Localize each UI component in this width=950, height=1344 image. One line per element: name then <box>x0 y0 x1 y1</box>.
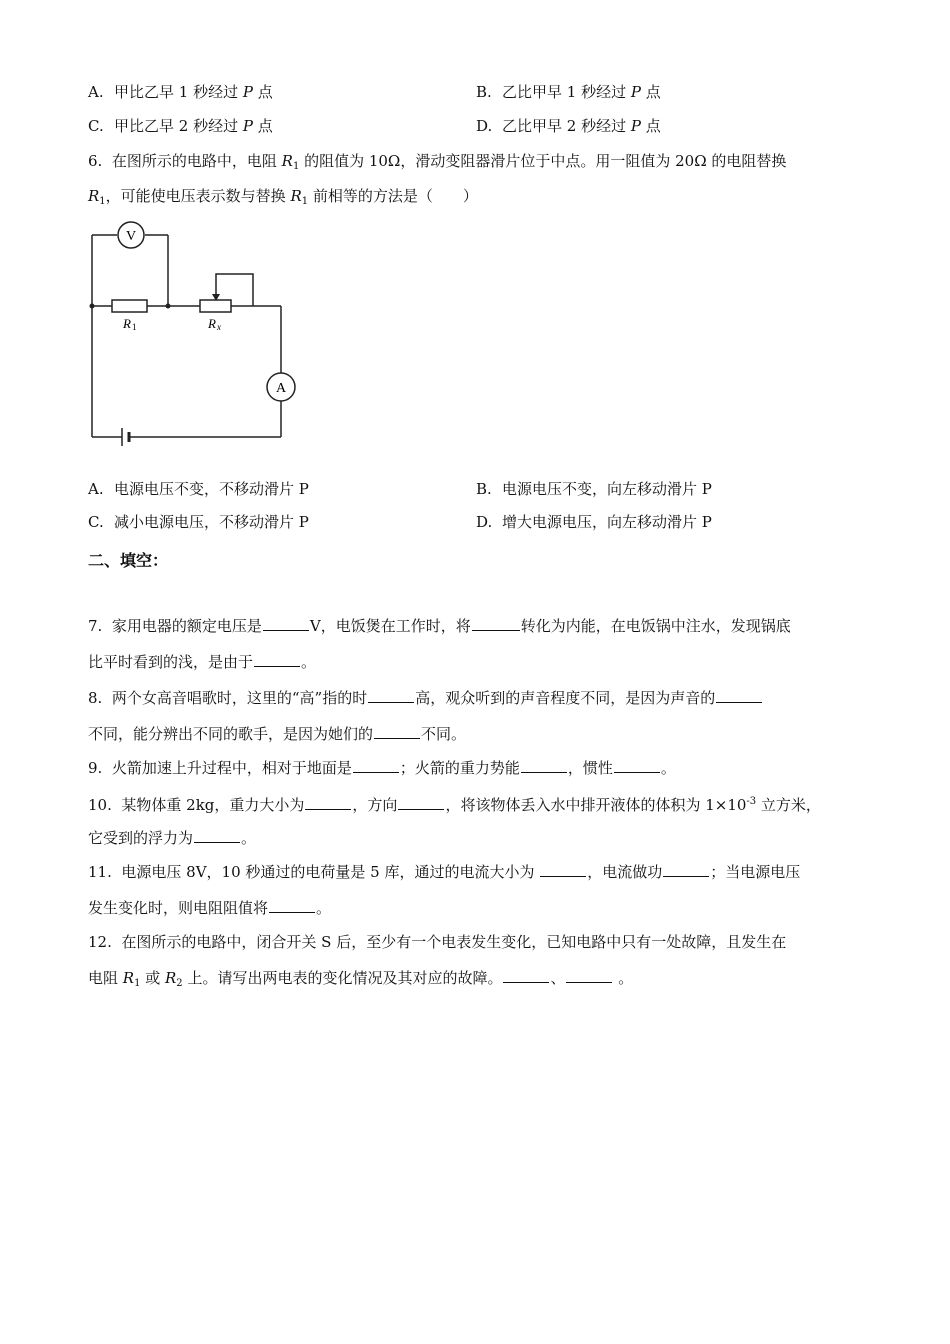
answer-blank[interactable] <box>305 795 351 810</box>
q5-option-b: B. 乙比甲早 1 秒经过 P 点 <box>476 83 661 101</box>
answer-blank[interactable] <box>353 758 399 773</box>
q5-option-c: C. 甲比乙早 2 秒经过 P 点 <box>88 117 273 135</box>
answer-blank[interactable] <box>716 688 762 703</box>
resistor-r1 <box>112 300 147 312</box>
q8-line-1: 8. 两个女高音唱歌时，这里的“高”指的时 高，观众听到的声音程度不同，是因为声音的 <box>88 688 763 708</box>
answer-blank[interactable] <box>398 795 444 810</box>
answer-blank[interactable] <box>540 862 586 877</box>
q11-line-1: 11. 电源电压 8V，10 秒通过的电荷量是 5 库，通过的电流大小为 ，电流做功 ；当电源电压 <box>88 863 801 881</box>
q6-line-1: 6. 在图所示的电路中，电阻 $R_1$ 的阻值为 10Ω，滑动变阻器滑片位于中点。用一阻值为 20Ω 的电阻替换 <box>88 152 787 172</box>
q7-line-2: 比平时看到的浅，是由于 。 <box>88 653 317 671</box>
voltmeter-label: V <box>125 229 137 244</box>
q12-line-2: 电阻 $R_1$ 或 $R_2$ 上。请写出两电表的变化情况及其对应的故障。 、 。 <box>88 969 634 989</box>
q6-option-c: C. 减小电源电压，不移动滑片 P <box>88 513 309 531</box>
q11-line-2: 发生变化时，则电阻阻值将 。 <box>88 899 332 917</box>
q6-option-a: A. 电源电压不变，不移动滑片 P <box>88 480 309 498</box>
circuit-diagram <box>86 218 306 448</box>
junction-dot <box>166 304 171 309</box>
q8-line-2: 不同，能分辨出不同的歌手，是因为她们的 不同。 <box>88 725 467 743</box>
rx-label: R <box>208 316 216 331</box>
q6-option-b: B. 电源电压不变，向左移动滑片 P <box>476 480 712 498</box>
q6-option-d: D. 增大电源电压，向左移动滑片 P <box>476 513 712 531</box>
answer-blank[interactable] <box>503 968 549 983</box>
section-title: 二、填空： <box>88 551 169 570</box>
answer-blank[interactable] <box>521 758 567 773</box>
answer-blank[interactable] <box>614 758 660 773</box>
q9-line: 9. 火箭加速上升过程中，相对于地面是 ；火箭的重力势能 ，惯性 。 <box>88 759 676 777</box>
r1-label: R <box>123 316 131 331</box>
ammeter-label: A <box>275 381 287 396</box>
rx-subscript: x <box>217 322 221 332</box>
answer-blank[interactable] <box>663 862 709 877</box>
q12-line-1: 12. 在图所示的电路中，闭合开关 S 后，至少有一个电表发生变化，已知电路中只有一处故障，且发生在 <box>88 933 787 951</box>
answer-blank[interactable] <box>269 898 315 913</box>
answer-blank[interactable] <box>194 828 240 843</box>
answer-blank[interactable] <box>368 688 414 703</box>
q5-option-a: A. 甲比乙早 1 秒经过 P 点 <box>88 83 273 101</box>
q5-option-d: D. 乙比甲早 2 秒经过 P 点 <box>476 117 661 135</box>
answer-blank[interactable] <box>263 616 309 631</box>
answer-blank[interactable] <box>254 652 300 667</box>
answer-blank[interactable] <box>374 724 420 739</box>
r1-subscript: 1 <box>132 322 137 332</box>
q6-line-2: $R_1$，可能使电压表示数与替换 $R_1$ 前相等的方法是（ ） <box>88 187 478 207</box>
junction-dot <box>90 304 95 309</box>
q10-line-2: 它受到的浮力为 。 <box>88 829 257 847</box>
q10-line-1: 10. 某物体重 2kg，重力大小为 ，方向 ，将该物体丢入水中排开液体的体积为 $1\times 10^{-3}$ 立方米， <box>88 796 821 814</box>
slider-wire <box>216 274 253 306</box>
answer-blank[interactable] <box>472 616 520 631</box>
rheostat-rx <box>200 300 231 312</box>
answer-blank[interactable] <box>566 968 612 983</box>
q7-line-1: 7. 家用电器的额定电压是 V，电饭煲在工作时，将 转化为内能，在电饭锅中注水，发现锅底 <box>88 617 791 635</box>
